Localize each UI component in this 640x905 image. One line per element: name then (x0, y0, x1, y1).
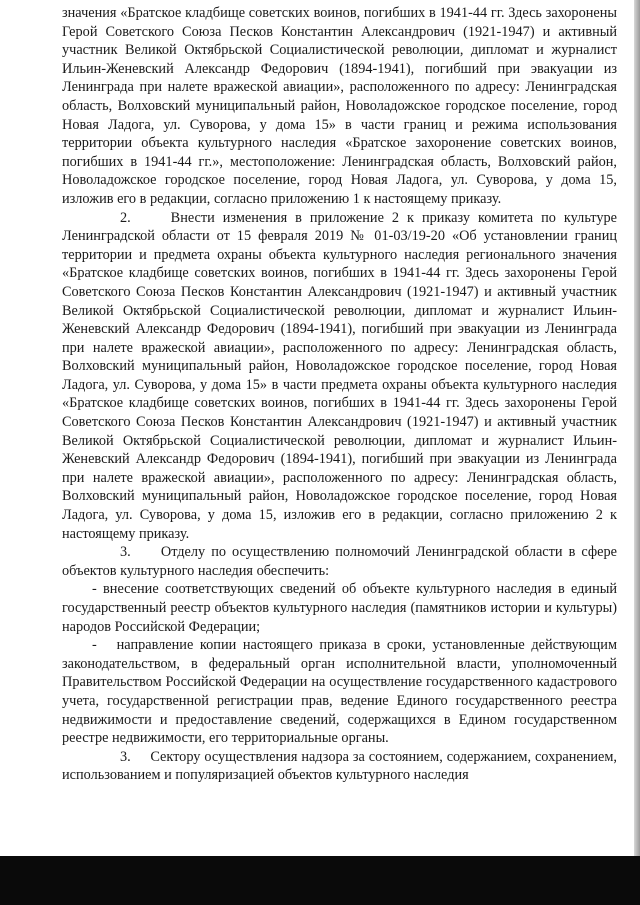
paragraph-item-2: 2. Внести изменения в приложение 2 к приказу комитета по культуре Ленинградской области от 15 февраля 2019 № 01-03/19-20 «Об установлении границ территории и предмета охраны объекта культурного наследия регионального значения «Братское кладбище советских воинов, погибших в 1941-44 гг. Здесь захоронены Герой Советского Союза Песков Константин Александрович (1921-1947) и активный участник Великой Октябрьской Социалистической революции, дипломат и журналист Ильин-Женевский Александр Федорович (1894-1941), погибший при эвакуации из Ленинграда при налете вражеской авиации», расположенного по адресу: Ленинградская область, Волховский муниципальный район, Новоладожское городское поселение, город Новая Ладога, ул. Суворова, у дома 15» в части предмета охраны объекта культурного наследия «Братское кладбище советских воинов, погибших в 1941-44 гг. Здесь захоронены Герой Советского Союза Песков Константин Александрович (1921-1947) и активный участник Великой Октябрьской Социалистической революции, дипломат и журналист Ильин-Женевский Александр Федорович (1894-1941), погибший при эвакуации из Ленинграда при налете вражеской авиации», расположенного по адресу: Ленинградская область, Волховский муниципальный район, Новоладожское городское поселение, город Новая Ладога, ул. Суворова, у дома 15, изложив его в редакции, согласно приложению 2 к настоящему приказу. (62, 209, 617, 542)
document-body (62, 4, 617, 785)
paragraph-item-3: 3. Отделу по осуществлению полномочий Ленинградской области в сфере объектов культурного наследия обеспечить: (62, 544, 617, 579)
paragraph-continuation: значения «Братское кладбище советских воинов, погибших в 1941-44 гг. Здесь захоронены Герой Советского Союза Песков Константин Александрович (1921-1947) и активный участник Великой Октябрьской Социалистической революции, дипломат и журналист Ильин-Женевский Александр Федорович (1894-1941), погибший при эвакуации из Ленинграда при налете вражеской авиации», расположенного по адресу: Ленинградская область, Волховский муниципальный район, Новоладожское городское поселение, город Новая Ладога, ул. Суворова, у дома 15» в части границ и режима использования территории объекта культурного наследия «Братское захоронение советских воинов, погибших в 1941-44 гг.», местоположение: Ленинградская область, Волховский район, Новоладожское городское поселение, город Новая Ладога, ул. Суворова, у дома 15, изложив его в редакции, согласно приложению 1 к настоящему приказу. (62, 5, 617, 207)
subitem-copy-dispatch: - направление копии настоящего приказа в сроки, установленные действующим законодательством, в федеральный орган исполнительной власти, уполномоченный Правительством Российской Федерации на осуществление государственного кадастрового учета, государственной регистрации прав, ведение Единого государственного реестра недвижимости и предоставление сведений, содержащихся в Едином государственном реестре недвижимости, его территориальные органы. (62, 637, 617, 747)
scan-bottom-border (0, 856, 640, 905)
subitem-registry-entry: - внесение соответствующих сведений об объекте культурного наследия в единый государственный реестр объектов культурного наследия (памятников истории и культуры) народов Российской Федерации; (62, 581, 617, 635)
paragraph-item-3-supervision: 3. Сектору осуществления надзора за состоянием, содержанием, сохранением, использованием и популяризацией объектов культурного наследия (62, 748, 617, 784)
scan-page-edge (634, 0, 640, 905)
